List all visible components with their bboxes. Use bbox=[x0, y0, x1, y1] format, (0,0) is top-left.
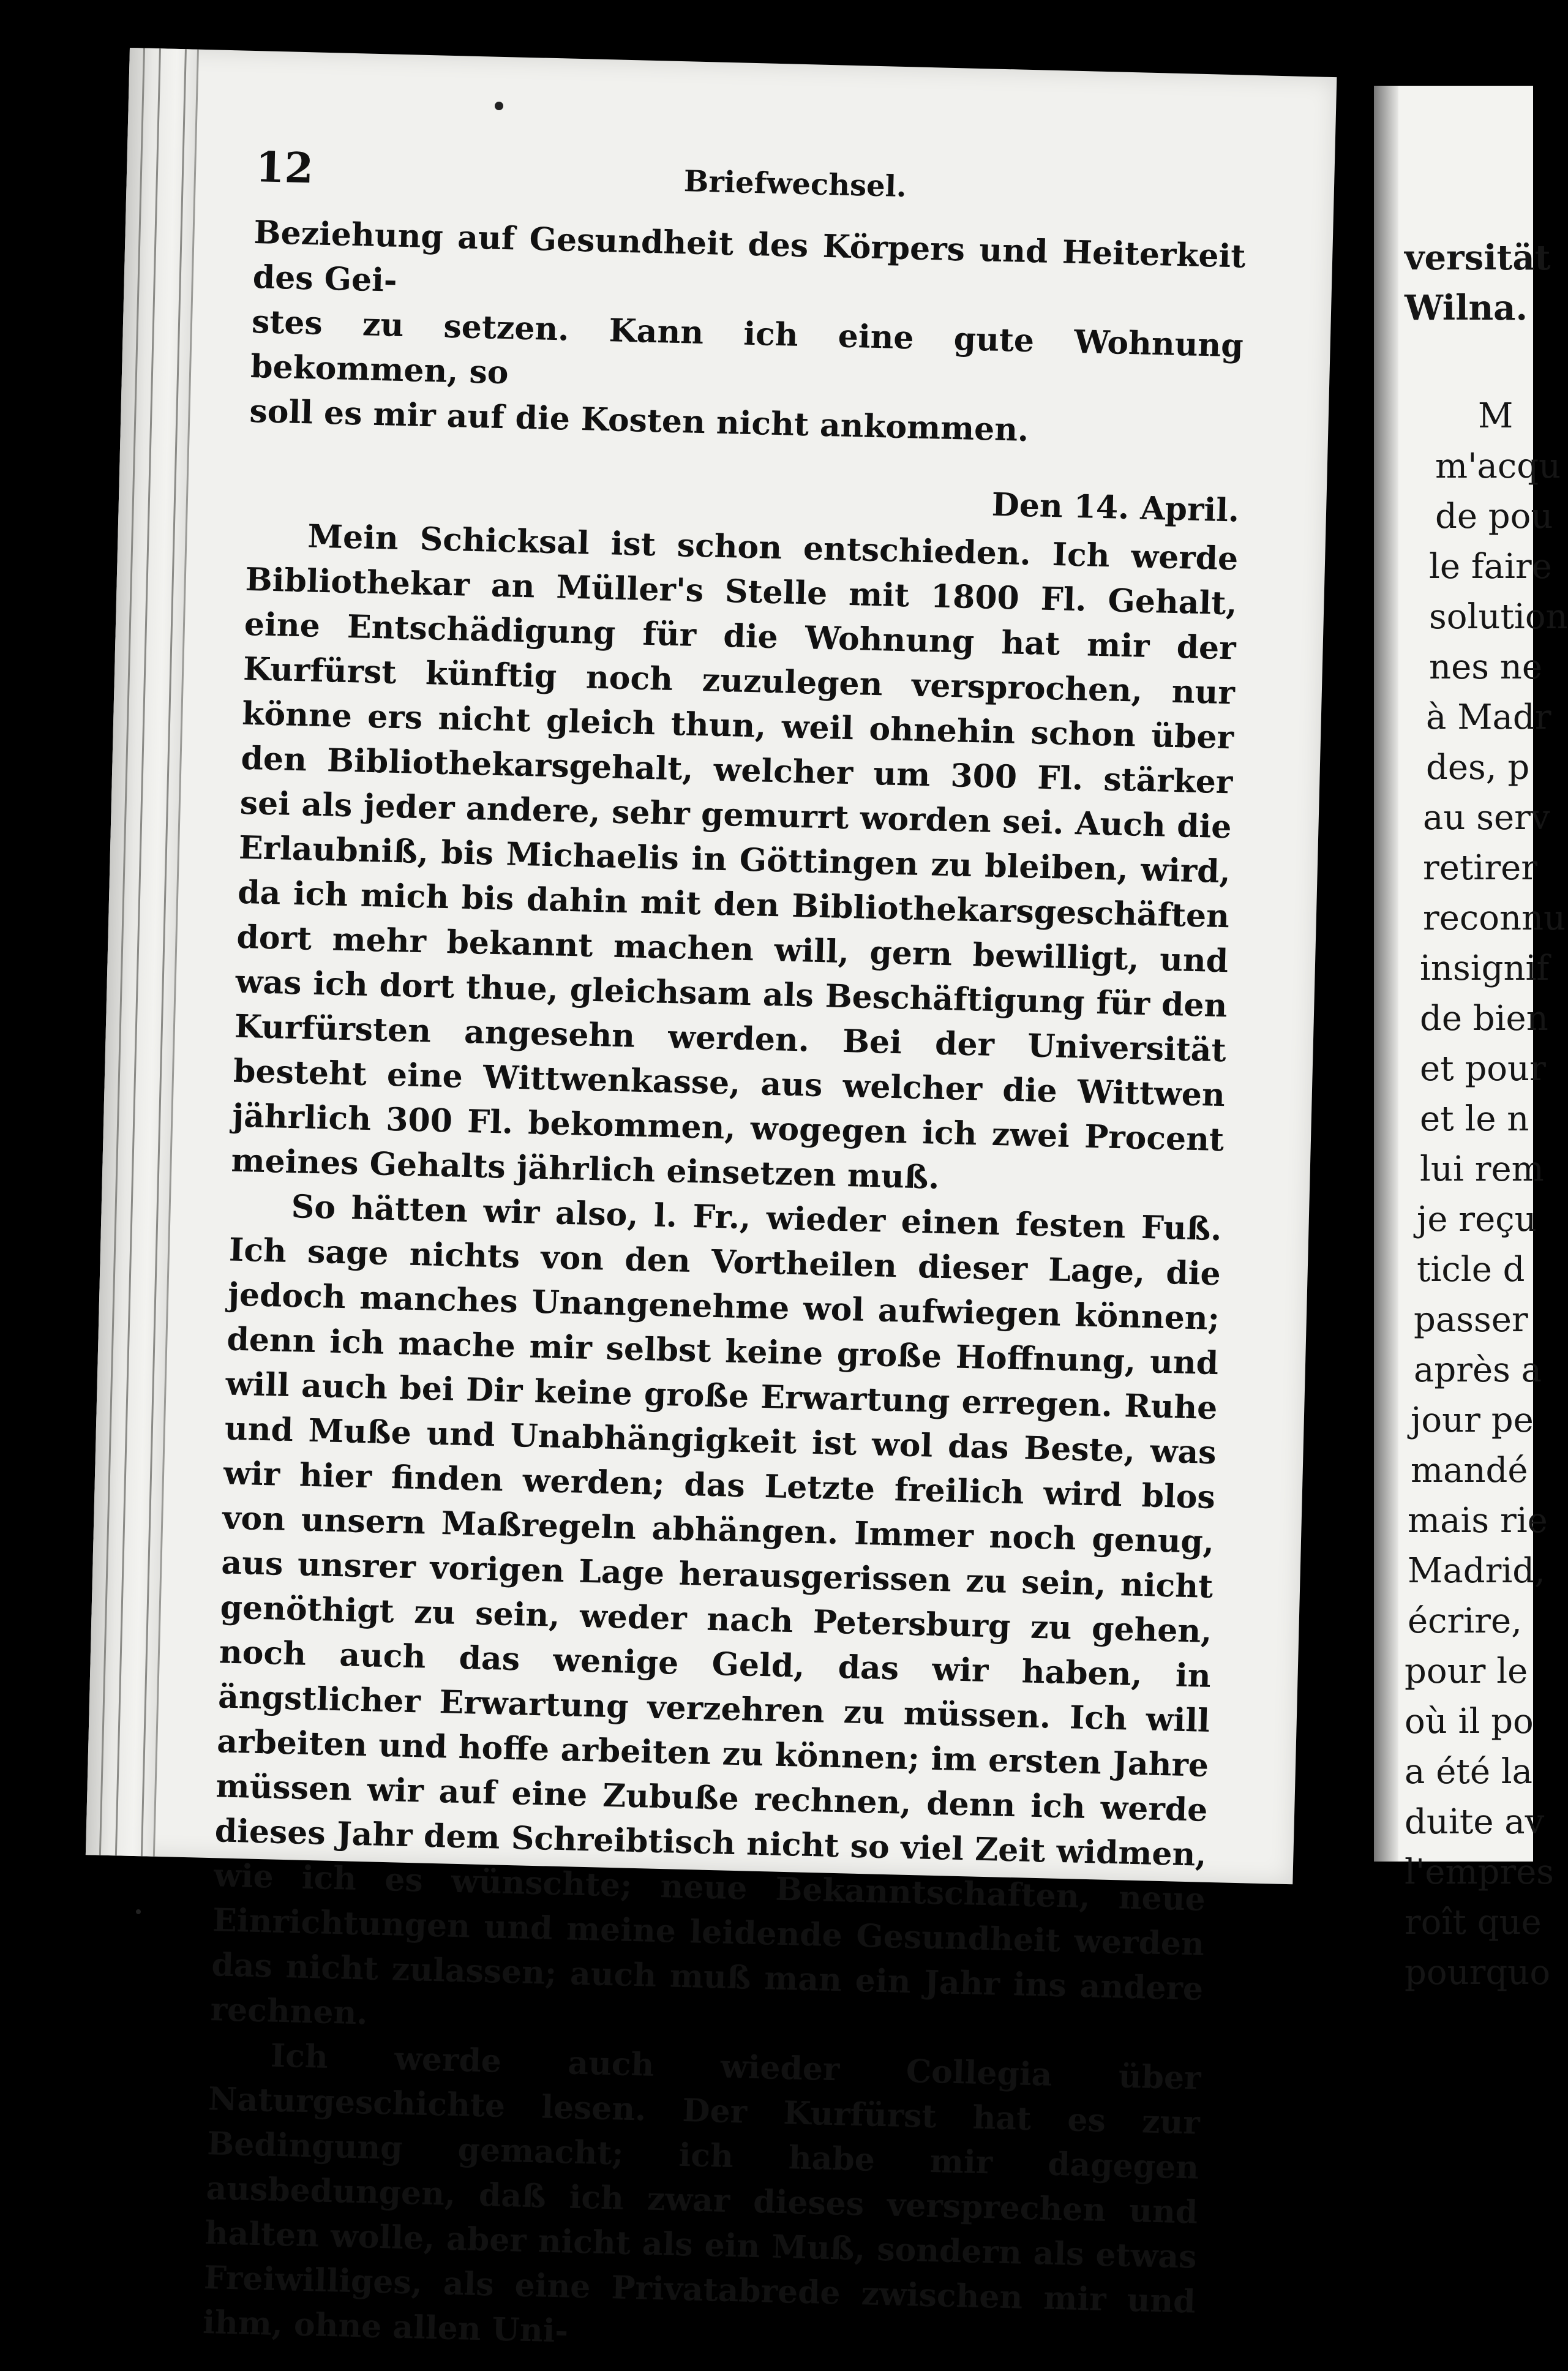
page-gutter-shadow bbox=[1374, 86, 1398, 1862]
text-line: après a bbox=[1414, 1350, 1542, 1390]
text-line: et le n bbox=[1420, 1099, 1529, 1139]
text-line: je reçu bbox=[1417, 1200, 1537, 1239]
text-line: de pou bbox=[1435, 497, 1553, 536]
opening-text bbox=[249, 210, 1246, 457]
text-line: lui rem bbox=[1420, 1149, 1544, 1189]
text-line: l'empres bbox=[1405, 1852, 1555, 1892]
text-line: à Madr bbox=[1426, 697, 1551, 737]
text-line: au serv bbox=[1423, 798, 1550, 838]
text-line: M bbox=[1478, 396, 1514, 436]
paragraph: Ich werde auch wieder Collegia über Naturgeschichte lesen. Der Kurfürst hat es zur Bedingung gemacht; ich habe mir dagegen ausbedungen, daß ich zwar dieses versprechen und halten wolle, aber nicht als ein Muß, sondern als etwas Freiwilliges, als eine Privatabrede zwischen mir und ihm, ohne allen Uni- bbox=[202, 2037, 1202, 2350]
text-line: roît que bbox=[1405, 1903, 1542, 1942]
text-line: de bien bbox=[1420, 999, 1548, 1039]
text-line: écrire, bbox=[1408, 1601, 1522, 1641]
ink-speck-icon bbox=[495, 102, 503, 110]
text-line: le faire bbox=[1429, 547, 1552, 587]
text-line: mais rie bbox=[1408, 1501, 1548, 1541]
text-line: insignif bbox=[1420, 949, 1550, 988]
text-line bbox=[1405, 333, 1564, 391]
text-line: reconnu bbox=[1423, 898, 1566, 938]
text-line: où il po bbox=[1405, 1702, 1534, 1742]
text-line: passer bbox=[1414, 1300, 1528, 1340]
text-line: Madrid, bbox=[1408, 1551, 1545, 1591]
left-book-page bbox=[86, 48, 1337, 2350]
text-line: retirer bbox=[1423, 848, 1538, 888]
text-line: m'acqu bbox=[1435, 446, 1561, 486]
text-line: a été la bbox=[1405, 1752, 1533, 1792]
text-line: ticle d bbox=[1417, 1250, 1525, 1290]
page-content bbox=[202, 143, 1247, 2369]
text-line: Beziehung auf Gesundheit des Körpers und Heiterkeit des Gei- bbox=[252, 214, 1246, 299]
page-number: 12 bbox=[255, 143, 314, 194]
right-book-page bbox=[1374, 86, 1568, 1993]
text-line: duite av bbox=[1405, 1802, 1545, 1842]
text-line: soll es mir auf die Kosten nicht ankommen. bbox=[249, 392, 1029, 449]
text-line: pourquo bbox=[1405, 1953, 1551, 1993]
text-line: mandé bbox=[1411, 1451, 1528, 1490]
text-line: pour le bbox=[1405, 1651, 1528, 1691]
binding-line bbox=[141, 49, 187, 1856]
text-line: stes zu setzen. Kann ich eine gute Wohnung bekommen, so bbox=[250, 303, 1244, 392]
paragraph: Mein Schicksal ist schon entschieden. Ich werde Bibliothekar an Müller's Stelle mit 1800 Fl. Gehalt, eine Entschädigung für die Wohnung hat mir der Kurfürst künftig noch zuzulegen versprochen, nur könne ers nicht gleich thun, weil ohnehin schon über den Bibliothekarsgehalt, welcher um 300 Fl. stärker sei als jeder andere, sehr gemurrt worden sei. Auch die Erlaubniß, bis Michaelis in Göttingen zu bleiben, wird, da ich mich bis dahin mit den Bibliothekarsgeschäften dort mehr bekannt machen will, gern bewilligt, und was ich dort thue, gleichsam als Beschäftigung für den Kurfürsten angesehn werden. Bei der Universität besteht eine Wittwenkasse, aus welcher die Wittwen jährlich 300 Fl. bekommen, wogegen ich zwei Procent meines Gehalts jährlich einsetzen muß. bbox=[230, 517, 1239, 1197]
text-line: des, p bbox=[1426, 748, 1530, 787]
dateline: Den 14. April. bbox=[991, 486, 1240, 530]
text-line: et pour bbox=[1420, 1049, 1546, 1089]
right-page-text bbox=[1405, 233, 1568, 1998]
text-line: solution bbox=[1429, 597, 1568, 637]
text-line: Wilna. bbox=[1405, 288, 1528, 328]
text-line: versität bbox=[1405, 238, 1551, 278]
book-binding bbox=[86, 48, 199, 1857]
body-text bbox=[202, 513, 1239, 2369]
text-line: nes ne bbox=[1429, 647, 1542, 687]
paragraph: So hätten wir also, l. Fr., wieder einen festen Fuß. Ich sage nichts von den Vortheilen dieser Lage, die jedoch manches Unangenehme wol aufwiegen können; denn ich mache mir selbst keine große Hoffnung, und will auch bei Dir keine große Erwartung erregen. Ruhe und Muße und Unabhängigkeit ist wol das Beste, was wir hier finden werden; das Letzte freilich wird blos von unsern Maßregeln abhängen. Immer noch genug, aus unsrer vorigen Lage herausgerissen zu sein, nicht genöthigt zu sein, weder nach Petersburg zu gehen, noch auch das wenige Geld, das wir haben, in ängstlicher Erwartung verzehren zu müssen. Ich will arbeiten und hoffe arbeiten zu können; im ersten Jahre müssen wir auf eine Zubuße rechnen, denn ich werde dieses Jahr dem Schreibtisch nicht so viel Zeit widmen, wie ich es wünschte; neue Bekanntschaften, neue Einrichtungen und meine leidende Gesundheit werden das nicht zulassen; auch muß man ein Jahr ins andere rechnen. bbox=[210, 1188, 1223, 2032]
ink-speck-icon bbox=[136, 1909, 141, 1914]
running-head: Briefwechsel. bbox=[683, 164, 907, 205]
text-line: jour pe bbox=[1411, 1400, 1534, 1440]
